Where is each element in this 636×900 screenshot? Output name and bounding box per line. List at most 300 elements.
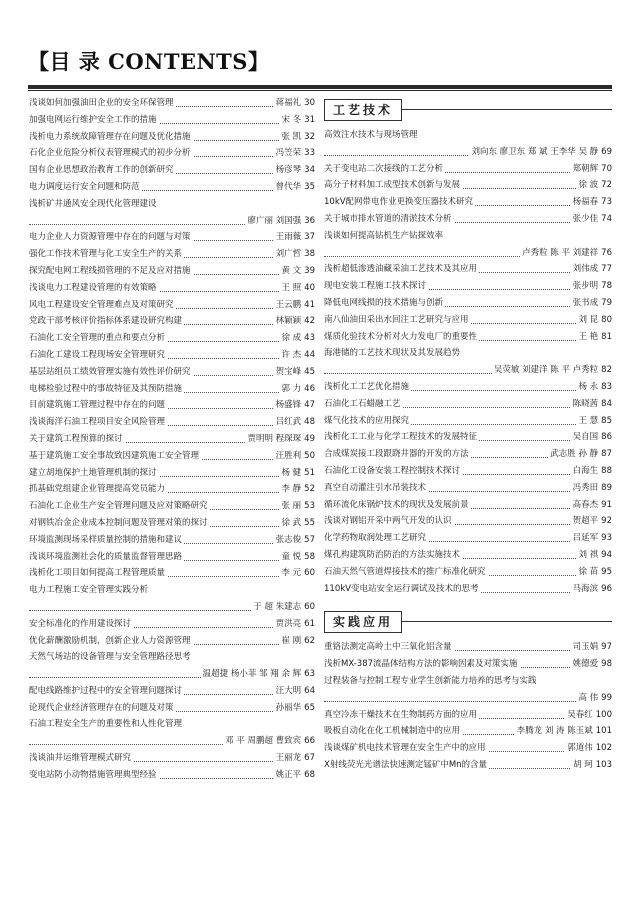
entry-page: 60	[304, 568, 315, 579]
toc-entry[interactable]	[29, 700, 315, 717]
toc-entry[interactable]	[29, 347, 315, 364]
entry-page: 78	[601, 281, 612, 292]
entry-meta	[274, 95, 315, 112]
entry-meta	[274, 414, 315, 431]
entry-title: 浅析矿井通风安全现代化管理建设	[29, 196, 159, 213]
entry-author: 贺超平	[572, 516, 599, 527]
toc-entry[interactable]	[324, 396, 612, 413]
entry-meta	[571, 581, 612, 598]
toc-entry[interactable]	[29, 465, 315, 482]
entry-meta	[274, 162, 315, 179]
entry-meta	[279, 112, 315, 129]
entry-meta	[279, 347, 315, 364]
entry-title: 海港储的工艺技术现状及其发展趋势	[324, 345, 462, 362]
entry-meta	[279, 263, 315, 280]
entry-page: 34	[304, 165, 315, 176]
entry-title: 重铬法测定高岭土中三氧化铝含量	[324, 639, 454, 656]
toc-entry[interactable]	[29, 229, 315, 246]
entry-page: 60	[304, 601, 315, 612]
entry-page: 42	[304, 316, 315, 327]
entry-title: 探究配电网工程线损管理的不足及应对措施	[29, 263, 193, 280]
entry-meta	[576, 690, 612, 707]
entry-author: 吴春红	[567, 709, 593, 720]
entry-page: 87	[601, 449, 612, 460]
toc-entry[interactable]	[324, 564, 612, 581]
entry-author: 张步明	[572, 281, 599, 292]
entry-meta	[576, 547, 612, 564]
entry-page: 82	[601, 365, 612, 376]
toc-entry[interactable]	[29, 448, 315, 465]
entry-author: 王 慧	[578, 415, 599, 426]
entry-page: 64	[304, 685, 315, 696]
toc-entry[interactable]	[324, 144, 612, 161]
entry-page: 92	[601, 516, 612, 527]
entry-page: 89	[601, 482, 612, 493]
entry-meta	[274, 700, 315, 717]
entry-title: 合成煤炭接工段跟跷井器的开发的方法	[324, 446, 471, 463]
entry-page: 79	[601, 297, 612, 308]
entry-author: 李腾龙 刘 涛 陈玉斌	[516, 726, 593, 737]
entry-page: 30	[304, 98, 315, 108]
entry-author: 廖广丽 刘国强	[247, 215, 302, 226]
entry-page: 40	[304, 282, 315, 293]
toc-entry[interactable]	[29, 666, 315, 683]
entry-meta	[571, 480, 612, 497]
entry-title: 石油化工石蜡融工艺	[324, 396, 403, 413]
entry-meta	[520, 245, 612, 262]
entry-title: 过程装备与控制工程专业学生创新能力培养的思考与实践	[324, 673, 539, 690]
entry-meta	[274, 397, 315, 414]
entry-meta	[279, 481, 315, 498]
entry-meta	[571, 513, 612, 530]
entry-title: 石油工程安全生产的重要性和人性化管理	[29, 716, 184, 733]
entry-page: 39	[304, 265, 315, 276]
toc-entry[interactable]	[324, 177, 612, 194]
entry-page: 72	[601, 180, 612, 191]
entry-meta	[469, 144, 612, 161]
entry-page: 91	[601, 499, 612, 510]
toc-entry[interactable]	[324, 245, 612, 262]
toc-entry[interactable]	[324, 673, 612, 690]
toc-entry[interactable]	[324, 278, 612, 295]
entry-author: 张书成	[572, 297, 599, 308]
entry-meta	[571, 639, 612, 656]
entry-meta	[279, 498, 315, 515]
toc-entry[interactable]	[29, 582, 315, 599]
entry-meta	[274, 448, 315, 465]
entry-page: 76	[601, 247, 612, 258]
toc-entry[interactable]	[29, 683, 315, 700]
entry-page: 84	[601, 398, 612, 409]
entry-author: 姚正平	[275, 769, 302, 780]
entry-title: 配电线路维护过程中的安全管理问题探讨	[29, 683, 184, 700]
entry-meta	[576, 413, 612, 430]
entry-author: 郭 力	[281, 383, 302, 394]
toc-entry[interactable]	[29, 179, 315, 196]
entry-title: 石油化工企业生产安全管理问题及应对策略研究	[29, 498, 210, 515]
toc-entry[interactable]	[29, 716, 315, 733]
entry-title: 10kV配网带电作业更换变压器技术研究	[324, 194, 475, 211]
section-title: 工艺技术	[324, 99, 402, 121]
entry-meta	[279, 280, 315, 297]
toc-entry[interactable]	[29, 565, 315, 582]
entry-meta	[576, 329, 612, 346]
entry-page: 52	[304, 484, 315, 495]
entry-page: 74	[601, 213, 612, 224]
entry-meta	[279, 330, 315, 347]
entry-title: 浅谈电力工程建设管理的有效策略	[29, 280, 159, 297]
toc-entry[interactable]	[29, 599, 315, 616]
entry-title: 循环流化床锅炉技术的现状及发展前景	[324, 497, 471, 514]
toc-entry[interactable]	[324, 413, 612, 430]
entry-page: 33	[304, 148, 315, 159]
header-rule	[28, 85, 612, 89]
entry-meta	[571, 295, 612, 312]
toc-entry[interactable]	[324, 261, 612, 278]
entry-page: 100	[595, 709, 612, 720]
entry-author: 白海生	[572, 465, 599, 476]
toc-entry[interactable]	[324, 547, 612, 564]
toc-entry[interactable]	[29, 297, 315, 314]
toc-entry[interactable]	[29, 481, 315, 498]
entry-meta	[274, 313, 315, 330]
toc-entry[interactable]	[29, 649, 315, 666]
entry-meta	[571, 757, 612, 774]
entry-title: 浅谈油井运维管理模式研究	[29, 750, 133, 767]
entry-author: 吴自国	[572, 432, 599, 443]
entry-meta	[571, 463, 612, 480]
entry-page: 73	[601, 197, 612, 208]
entry-meta	[565, 740, 612, 757]
toc-entry[interactable]	[29, 633, 315, 650]
entry-author: 邓 平 周鹏超 曹致宾	[225, 736, 302, 747]
entry-meta	[515, 723, 612, 740]
entry-page: 101	[595, 726, 612, 737]
entry-title: 论现代企业经济管理存在的问题及对策	[29, 700, 176, 717]
entry-title: 电力企业人力资源管理中存在的问题与对策	[29, 229, 193, 246]
entry-meta	[576, 379, 612, 396]
toc-entry[interactable]	[29, 414, 315, 431]
entry-page: 55	[304, 517, 315, 528]
entry-meta	[279, 565, 315, 582]
entry-page: 35	[304, 181, 315, 192]
entry-title: 电梯检验过程中的事故特征及其预防措施	[29, 381, 184, 398]
entry-title: 电力调度运行安全问题和防范	[29, 179, 142, 196]
entry-page: 85	[601, 415, 612, 426]
toc-entry[interactable]	[324, 690, 612, 707]
section-heading	[324, 611, 612, 633]
entry-author: 张少佳	[572, 213, 599, 224]
toc-entry[interactable]	[324, 757, 612, 774]
toc-entry[interactable]	[29, 145, 315, 162]
entry-title: 石油化工建设工程现场安全管理研究	[29, 347, 167, 364]
toc-entry[interactable]	[324, 656, 612, 673]
entry-title: 关于变电站二次接线的工艺分析	[324, 161, 445, 178]
entry-page: 65	[304, 702, 315, 713]
entry-meta	[571, 497, 612, 514]
toc-entry[interactable]	[29, 767, 315, 784]
entry-meta	[571, 161, 612, 178]
entry-title: 电力工程施工安全管理实践分析	[29, 582, 150, 599]
toc-entry[interactable]	[324, 740, 612, 757]
toc-entry[interactable]	[29, 515, 315, 532]
toc-entry[interactable]	[29, 330, 315, 347]
entry-title: 浅析化工工艺优化措施	[324, 379, 411, 396]
entry-title: 基于建筑施工安全事故致因建筑施工安全管理	[29, 448, 201, 465]
entry-page: 62	[304, 635, 315, 646]
toc-entry[interactable]	[324, 707, 612, 724]
entry-author: 李 静	[281, 484, 302, 495]
toc-entry[interactable]	[324, 723, 612, 740]
entry-page: 94	[601, 549, 612, 560]
entry-author: 崔 刚	[281, 635, 302, 646]
toc-entry[interactable]	[29, 549, 315, 566]
toc-entry[interactable]	[324, 295, 612, 312]
entry-title: 基层站组员工绩效管理实施有效性评价研究	[29, 364, 193, 381]
entry-page: 103	[595, 759, 612, 770]
toc-entry[interactable]	[324, 127, 612, 144]
entry-author: 于 超 朱建志	[253, 601, 302, 612]
toc-entry[interactable]	[324, 530, 612, 547]
entry-page: 81	[601, 331, 612, 342]
entry-title: 高效注水技术与现场管理	[324, 127, 420, 144]
toc-entry[interactable]	[29, 313, 315, 330]
toc-entry[interactable]	[29, 263, 315, 280]
toc-entry[interactable]	[29, 213, 315, 230]
entry-page: 93	[601, 533, 612, 544]
entry-author: 吴荧敏 刘建洋 陈 平 卢秀粒	[493, 365, 599, 376]
entry-meta	[274, 767, 315, 784]
toc-entry[interactable]	[324, 639, 612, 656]
entry-meta	[571, 396, 612, 413]
toc-entry[interactable]	[324, 497, 612, 514]
entry-author: 孙丽华	[275, 702, 302, 713]
entry-title: 化学药物取润处理工艺研究	[324, 530, 428, 547]
entry-page: 53	[304, 501, 315, 512]
entry-title: 煤气化技术的应用探究	[324, 413, 411, 430]
toc-entry[interactable]	[29, 431, 315, 448]
entry-meta	[274, 246, 315, 263]
entry-author: 温超捷 杨小菲 邹 翔 余 辉	[202, 669, 302, 680]
entry-title: 石化企业危险分析仪表管理模式的初步分析	[29, 145, 193, 162]
entry-page: 50	[304, 450, 315, 461]
entry-author: 李 元	[281, 568, 302, 579]
entry-title: 石油化工设备安装工程控制技术探讨	[324, 463, 462, 480]
entry-title: 煤质化验技术分析对火力发电厂的重要性	[324, 329, 479, 346]
entry-meta	[279, 381, 315, 398]
entry-title: 石油天然气管道焊接技术的推广标准化研究	[324, 564, 488, 581]
entry-author: 童 悦	[281, 551, 302, 562]
entry-meta	[274, 683, 315, 700]
entry-page: 47	[304, 400, 315, 411]
entry-author: 贾明明 程琛琛	[247, 433, 302, 444]
entry-page: 77	[601, 264, 612, 275]
entry-title: 关于建筑工程预算的探讨	[29, 431, 125, 448]
entry-author: 张 丽	[281, 501, 302, 512]
entry-author: 高 伟	[578, 692, 599, 703]
entry-author: 王 照	[281, 282, 302, 293]
toc-entry[interactable]	[29, 397, 315, 414]
toc-entry[interactable]	[29, 129, 315, 146]
entry-meta	[571, 194, 612, 211]
entry-author: 黄 文	[281, 265, 302, 276]
entry-meta	[223, 733, 315, 750]
entry-author: 徐 武	[281, 517, 302, 528]
entry-title: 抓基础党组建企业管理提高党员能力	[29, 481, 167, 498]
entry-title: 浅析化工项目如何提高工程管理质量	[29, 565, 167, 582]
toc-entry[interactable]	[29, 246, 315, 263]
entry-page: 68	[304, 769, 315, 780]
entry-page: 69	[601, 146, 612, 157]
toc-entry[interactable]	[324, 228, 612, 245]
entry-meta	[548, 446, 612, 463]
entry-title: 真空冷冻干燥技术在生物制药方面的应用	[324, 707, 479, 724]
entry-page: 43	[304, 333, 315, 344]
entry-author: 王雨薇	[275, 232, 302, 243]
toc-entry[interactable]	[324, 362, 612, 379]
entry-page: 32	[304, 131, 315, 142]
entry-title: X射线荧光光谱法快速测定锰矿中Mn的含量	[324, 757, 489, 774]
entry-meta	[279, 515, 315, 532]
entry-title: 浅谈煤矿机电技术管理在安全生产中的应用	[324, 740, 488, 757]
toc-entry[interactable]	[29, 162, 315, 179]
entry-meta	[274, 750, 315, 767]
entry-meta	[274, 364, 315, 381]
toc-entry[interactable]	[324, 194, 612, 211]
toc-entry[interactable]	[29, 532, 315, 549]
entry-meta	[274, 179, 315, 196]
entry-author: 郑朝辉	[572, 163, 599, 174]
toc-entry[interactable]	[29, 280, 315, 297]
entry-page: 98	[601, 659, 612, 670]
entry-page: 49	[304, 433, 315, 444]
entry-title: 强化工作技术管理与化工安全生产的关系	[29, 246, 184, 263]
toc-entry[interactable]	[324, 161, 612, 178]
entry-meta	[279, 465, 315, 482]
entry-title: 浅谈如何提高钻机生产钻探效率	[324, 228, 445, 245]
entry-title: 目前建筑施工管理过程中存在的问题	[29, 397, 167, 414]
entry-title: 石油化工安全管理的重点和要点分析	[29, 330, 167, 347]
entry-page: 46	[304, 383, 315, 394]
toc-entry[interactable]	[29, 750, 315, 767]
entry-page: 48	[304, 417, 315, 428]
entry-title: 风电工程建设安全管理难点及对策研究	[29, 297, 176, 314]
entry-page: 97	[601, 642, 612, 653]
entry-title: 天然气场站的设备管理与安全管理路径思考	[29, 649, 193, 666]
entry-meta	[274, 229, 315, 246]
entry-page: 51	[304, 467, 315, 478]
entry-page: 88	[601, 465, 612, 476]
entry-author: 许 杰	[281, 349, 302, 360]
toc-entry[interactable]	[324, 211, 612, 228]
entry-author: 刘 昆	[578, 314, 599, 325]
entry-meta	[245, 213, 315, 230]
entry-page: 41	[304, 299, 315, 310]
toc-entry[interactable]	[29, 381, 315, 398]
entry-title: 环境监测现场采样质量控制的措施和建议	[29, 532, 184, 549]
entry-author: 卢秀粒 陈 平 刘建祥	[522, 247, 599, 258]
entry-page: 36	[304, 215, 315, 226]
entry-meta	[279, 633, 315, 650]
entry-author: 陈晓茜	[572, 398, 599, 409]
toc-entry[interactable]	[324, 312, 612, 329]
entry-title: 真空自动灌注引水吊装技术	[324, 480, 428, 497]
entry-meta	[245, 431, 315, 448]
entry-title: 优化薪酬激励机制，创新企业人力资源管理	[29, 633, 193, 650]
toc-entry[interactable]	[324, 463, 612, 480]
entry-title: 浅谈环境监测社会化的质量监督管理思路	[29, 549, 184, 566]
section-title: 实践应用	[324, 611, 402, 633]
entry-title: 降低电网线损的技术措施与创新	[324, 295, 445, 312]
entry-page: 57	[304, 534, 315, 545]
entry-author: 宋 冬	[281, 114, 302, 125]
entry-author: 林颖颖	[275, 316, 302, 327]
toc-entry[interactable]	[324, 513, 612, 530]
entry-author: 贺宝峰	[275, 366, 302, 377]
entry-author: 冯笠荣	[275, 148, 302, 159]
toc-entry[interactable]	[29, 364, 315, 381]
toc-entry[interactable]	[324, 345, 612, 362]
entry-author: 刘 祺	[578, 549, 599, 560]
entry-title: 建立胡地保护土地管理机制的探讨	[29, 465, 159, 482]
entry-title: 高分子材料加工成型技术创新与发展	[324, 177, 462, 194]
entry-page: 38	[304, 249, 315, 260]
entry-page: 44	[304, 349, 315, 360]
toc-entry[interactable]	[324, 581, 612, 598]
entry-title: 浅析电力系统故障管理存在问题及优化措施	[29, 129, 193, 146]
entry-author: 武志胜 孙 静	[550, 449, 599, 460]
entry-title: 现电安装工程施工技术探讨	[324, 278, 428, 295]
toc-entry[interactable]	[29, 498, 315, 515]
toc-entry[interactable]	[29, 616, 315, 633]
entry-author: 刘广哲	[275, 249, 302, 260]
entry-author: 徐 成	[281, 333, 302, 344]
entry-title: 对钢铁冶金企业成本控制问题及管理对策的探讨	[29, 515, 210, 532]
toc-entry[interactable]	[324, 446, 612, 463]
entry-meta	[571, 530, 612, 547]
entry-page: 70	[601, 163, 612, 174]
entry-page: 67	[304, 753, 315, 764]
entry-title: 党政干部考核评价指标体系建设研究构建	[29, 313, 184, 330]
toc-entry[interactable]	[29, 112, 315, 129]
entry-author: 司玉娟	[572, 642, 599, 653]
entry-author: 杨 健	[281, 467, 302, 478]
entry-page: 63	[304, 669, 315, 680]
toc-entry[interactable]	[324, 379, 612, 396]
toc-entry[interactable]	[29, 196, 315, 213]
entry-page: 86	[601, 432, 612, 443]
entry-title: 南八仙油田采出水回注工艺研究与应用	[324, 312, 471, 329]
toc-entry[interactable]	[29, 95, 315, 112]
entry-meta	[571, 656, 612, 673]
entry-page: 66	[304, 736, 315, 747]
contents-title: 【目 录 CONTENTS】	[28, 49, 270, 74]
entry-title: 变电站防小动物措施管理典型经验	[29, 767, 159, 784]
toc-entry[interactable]	[324, 429, 612, 446]
entry-title: 浅析MX-387流晶体结构方法的影响因素及对策实施	[324, 656, 520, 673]
entry-page: 99	[601, 692, 612, 703]
entry-meta	[251, 599, 315, 616]
entry-author: 汪胜利	[275, 450, 302, 461]
toc-entry[interactable]	[29, 733, 315, 750]
entry-meta	[274, 297, 315, 314]
entry-title: 110kV变电站安全运行调试及技术的思考	[324, 581, 480, 598]
toc-entry[interactable]	[324, 480, 612, 497]
entry-meta	[492, 362, 612, 379]
toc-entry[interactable]	[324, 329, 612, 346]
entry-title: 浅谈海洋石油工程项目安全风险管理	[29, 414, 167, 431]
entry-title: 吸板自动化在化工机械制造中的应用	[324, 723, 462, 740]
